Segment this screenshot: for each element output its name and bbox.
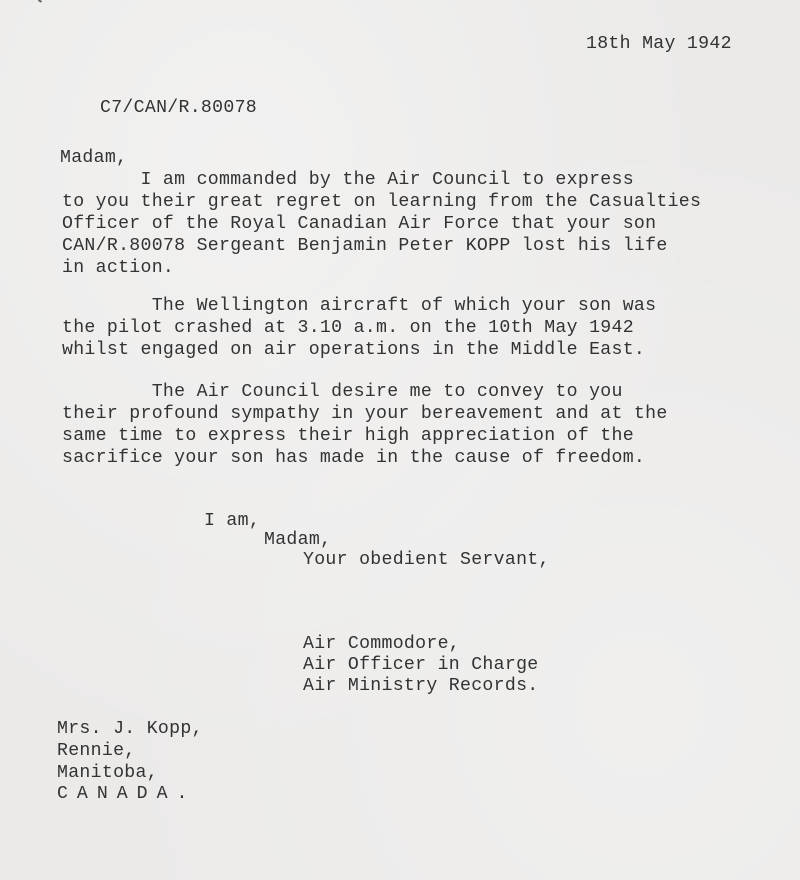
- recipient-province: Manitoba,: [57, 763, 158, 783]
- letter-date: 18th May 1942: [586, 34, 732, 54]
- paragraph-3-line-2: their profound sympathy in your bereavement and at the: [62, 404, 668, 424]
- closing-i-am: I am,: [204, 511, 261, 531]
- recipient-name: Mrs. J. Kopp,: [57, 719, 203, 739]
- paragraph-1-line-4: CAN/R.80078 Sergeant Benjamin Peter KOPP lost his life: [62, 236, 668, 256]
- paragraph-1-line-1: I am commanded by the Air Council to express: [62, 170, 634, 190]
- reference-number: C7/CAN/R.80078: [100, 98, 257, 118]
- recipient-country: CANADA.: [57, 784, 197, 804]
- signature-title-2: Air Officer in Charge: [303, 655, 539, 675]
- paragraph-1-line-5: in action.: [62, 258, 175, 278]
- paragraph-2-line-2: the pilot crashed at 3.10 a.m. on the 10th May 1942: [62, 318, 634, 338]
- paragraph-1-line-2: to you their great regret on learning from the Casualties: [62, 192, 702, 212]
- signature-title-3: Air Ministry Records.: [303, 676, 539, 696]
- recipient-town: Rennie,: [57, 741, 136, 761]
- paragraph-2-line-3: whilst engaged on air operations in the Middle East.: [62, 340, 646, 360]
- paragraph-2-line-1: The Wellington aircraft of which your son was: [62, 296, 657, 316]
- paragraph-3-line-1: The Air Council desire me to convey to you: [62, 382, 623, 402]
- paragraph-1-line-3: Officer of the Royal Canadian Air Force that your son: [62, 214, 657, 234]
- paper-speck: [38, 0, 42, 3]
- salutation: Madam,: [60, 148, 128, 168]
- closing-madam: Madam,: [264, 530, 332, 550]
- closing-servant: Your obedient Servant,: [303, 550, 550, 570]
- paragraph-3-line-4: sacrifice your son has made in the cause of freedom.: [62, 448, 646, 468]
- paragraph-3-line-3: same time to express their high appreciation of the: [62, 426, 634, 446]
- signature-title-1: Air Commodore,: [303, 634, 460, 654]
